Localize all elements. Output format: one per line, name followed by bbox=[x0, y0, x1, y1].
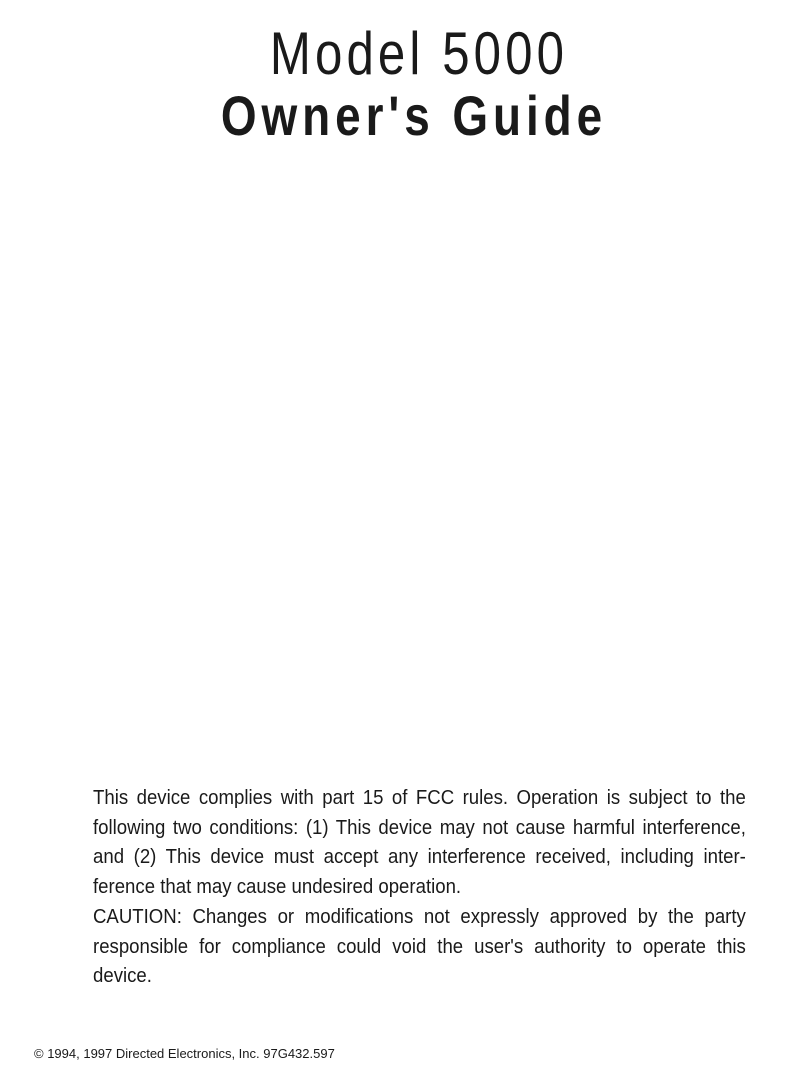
guide-title: Owner's Guide bbox=[220, 84, 608, 147]
model-title: Model 5000 bbox=[269, 20, 569, 87]
fcc-notice bbox=[93, 784, 746, 992]
fcc-compliance-text: This device complies with part 15 of FCC rules. Operation is subject to the following two conditions: (1) This device may not cause harmful interference, and (2) This device must accept any interference received, including inter-ference that may cause undesired operation. bbox=[93, 787, 746, 899]
title-block bbox=[0, 22, 808, 146]
caution-text: CAUTION: Changes or modifications not expressly approved by the party responsible for compliance could void the user's authority to operate this device. bbox=[93, 905, 746, 988]
copyright-line: © 1994, 1997 Directed Electronics, Inc. 97G432.597 bbox=[34, 1046, 335, 1061]
